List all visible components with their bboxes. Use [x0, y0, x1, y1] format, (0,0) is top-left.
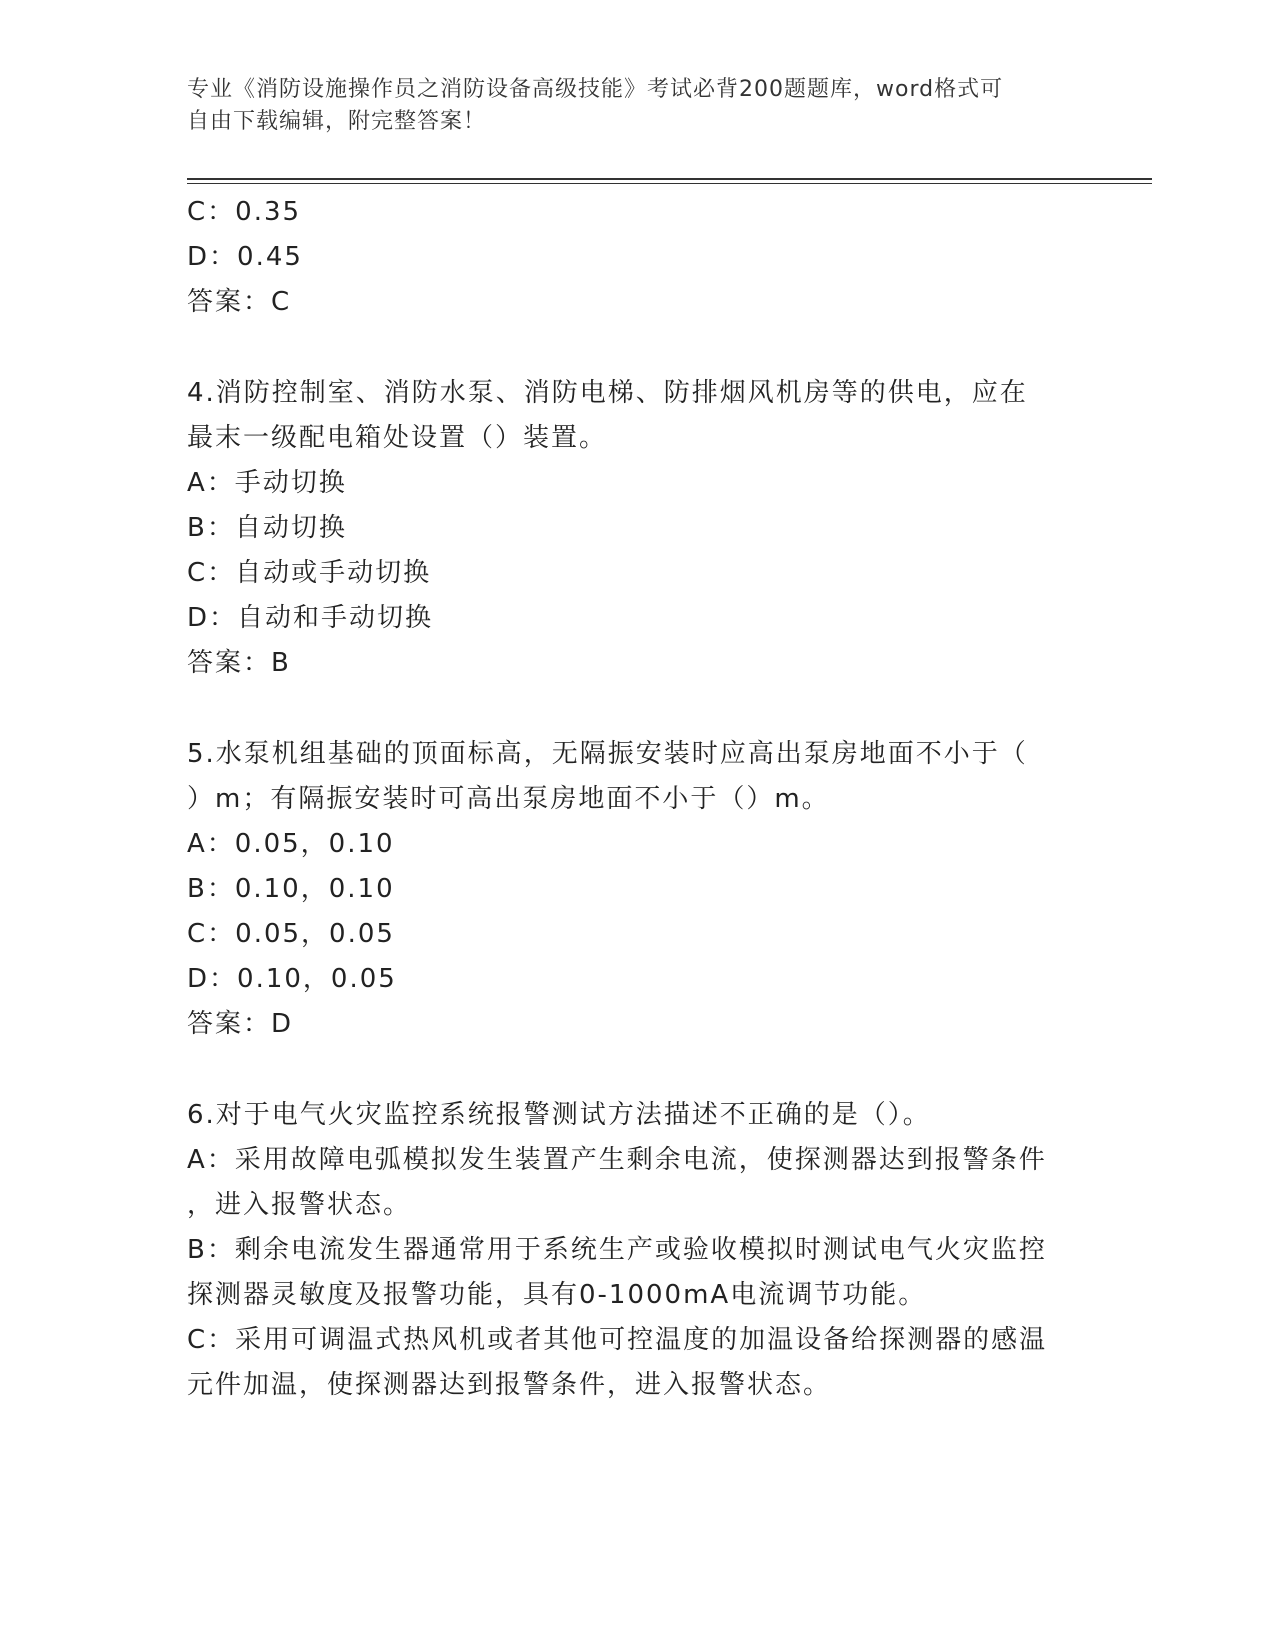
option-c: C：0.35 [187, 197, 302, 227]
option-b: B：剩余电流发生器通常用于系统生产或验收模拟时测试电气火灾监控 [187, 1235, 1047, 1265]
header-line-2: 自由下载编辑，附完整答案！ [187, 109, 487, 134]
question-stem-cont: ）m；有隔振安装时可高出泵房地面不小于（）m。 [187, 784, 830, 814]
question-content [187, 190, 1087, 1408]
option-a: A：手动切换 [187, 468, 347, 498]
document-header [187, 74, 1087, 138]
option-b: B：自动切换 [187, 513, 347, 543]
question-stem-cont: 最末一级配电箱处设置（）装置。 [187, 423, 608, 453]
option-d: D：0.45 [187, 242, 303, 272]
question-stem: 5.水泵机组基础的顶面标高，无隔振安装时应高出泵房地面不小于（ [187, 739, 1028, 769]
option-a: A：0.05，0.10 [187, 829, 395, 859]
option-c-cont: 元件加温，使探测器达到报警条件，进入报警状态。 [187, 1370, 832, 1400]
header-divider-thick [187, 178, 1152, 180]
spacer [187, 686, 1087, 732]
option-b: B：0.10，0.10 [187, 874, 395, 904]
option-c: C：0.05，0.05 [187, 919, 395, 949]
spacer [187, 325, 1087, 371]
question-stem: 6.对于电气火灾监控系统报警测试方法描述不正确的是（）。 [187, 1100, 931, 1130]
question-stem: 4.消防控制室、消防水泵、消防电梯、防排烟风机房等的供电，应在 [187, 378, 1028, 408]
question-3-tail [187, 190, 1087, 325]
option-c: C：自动或手动切换 [187, 558, 432, 588]
option-d: D：自动和手动切换 [187, 603, 434, 633]
option-c: C：采用可调温式热风机或者其他可控温度的加温设备给探测器的感温 [187, 1325, 1048, 1355]
answer: 答案：B [187, 648, 291, 678]
question-5 [187, 732, 1087, 1047]
answer: 答案：D [187, 1009, 294, 1039]
option-b-cont: 探测器灵敏度及报警功能，具有0-1000mA电流调节功能。 [187, 1280, 927, 1310]
option-a: A：采用故障电弧模拟发生装置产生剩余电流，使探测器达到报警条件 [187, 1145, 1047, 1175]
question-6 [187, 1093, 1087, 1408]
option-d: D：0.10，0.05 [187, 964, 397, 994]
header-line-1: 专业《消防设施操作员之消防设备高级技能》考试必背200题题库，word格式可 [187, 77, 1004, 102]
answer: 答案：C [187, 287, 292, 317]
spacer [187, 1047, 1087, 1093]
header-divider-thin [187, 183, 1152, 184]
option-a-cont: ，进入报警状态。 [187, 1190, 412, 1220]
question-4 [187, 371, 1087, 686]
